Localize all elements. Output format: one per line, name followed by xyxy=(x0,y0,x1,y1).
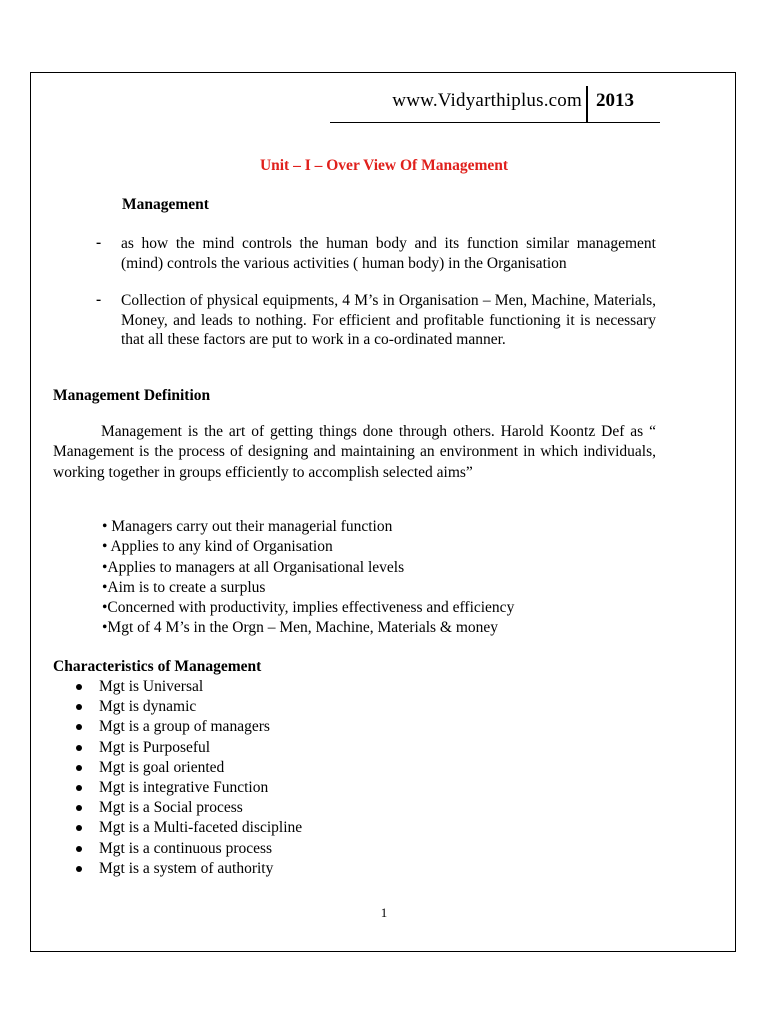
unit-title: Unit – I – Over View Of Management xyxy=(259,157,509,174)
list-item-text: Mgt is dynamic xyxy=(99,698,197,716)
list-item-text: Mgt is a system of authority xyxy=(99,859,274,877)
list-item xyxy=(76,798,302,818)
characteristics-heading: Characteristics of Management xyxy=(53,658,262,675)
list-item: •Concerned with productivity, implies effectiveness and efficiency xyxy=(102,599,515,617)
bullet-dot-icon xyxy=(76,805,82,811)
list-item xyxy=(76,738,302,758)
list-item xyxy=(76,778,302,798)
list-item-text: Mgt is Universal xyxy=(99,678,204,695)
list-item-text: Mgt is integrative Function xyxy=(99,778,269,796)
list-item-text: Mgt is a continuous process xyxy=(99,839,273,857)
list-item xyxy=(76,818,302,838)
list-item xyxy=(76,859,302,879)
list-item: •Applies to managers at all Organisational levels xyxy=(102,558,405,576)
definition-paragraph: Management is the art of getting things done through others. Harold Koontz Def as “ Management is the process of designing and maintaining an environment in which individuals, working together in groups efficiently to accomplish selected aims” xyxy=(53,423,656,481)
dash-marker: - xyxy=(96,234,102,251)
header-site-url: www.Vidyarthiplus.com xyxy=(392,90,582,111)
header-divider xyxy=(586,86,588,122)
list-item-text: Mgt is goal oriented xyxy=(99,758,225,776)
list-item xyxy=(76,677,302,697)
bullet-dot-icon xyxy=(76,765,82,771)
bullet-dot-icon xyxy=(76,724,82,730)
definition-bullet-list xyxy=(102,517,514,639)
bullet-dot-icon xyxy=(76,684,82,690)
management-item-text: Collection of physical equipments, 4 M’s in Organisation – Men, Machine, Materials, Money, and leads to nothing. For efficient and profitable functioning it is necessary that all these factors are put to work in a co-ordinated manner. xyxy=(121,292,656,348)
list-item-text: Mgt is a group of managers xyxy=(99,718,270,736)
list-item xyxy=(76,697,302,717)
header-underline xyxy=(330,122,660,123)
bullet-dot-icon xyxy=(76,785,82,791)
page-number: 1 xyxy=(380,905,388,920)
list-item: • Managers carry out their managerial function xyxy=(102,518,393,535)
list-item-text: Mgt is a Social process xyxy=(99,799,243,817)
bullet-dot-icon xyxy=(76,825,82,831)
bullet-dot-icon xyxy=(76,704,82,710)
bullet-dot-icon xyxy=(76,745,82,751)
list-item: •Aim is to create a surplus xyxy=(102,578,266,596)
list-item xyxy=(76,717,302,737)
list-item: • Applies to any kind of Organisation xyxy=(102,538,333,556)
header-year: 2013 xyxy=(596,90,634,111)
characteristics-list xyxy=(76,677,302,879)
list-item: •Mgt of 4 M’s in the Orgn – Men, Machine, Materials & money xyxy=(102,619,499,637)
definition-heading: Management Definition xyxy=(53,387,211,404)
bullet-dot-icon xyxy=(76,866,82,872)
list-item xyxy=(76,758,302,778)
bullet-dot-icon xyxy=(76,846,82,852)
management-heading: Management xyxy=(122,196,209,213)
dash-marker: - xyxy=(96,291,102,308)
page-header xyxy=(0,84,768,124)
management-item-text: as how the mind controls the human body and its function similar management (mind) controls the various activities ( human body) in the Organisation xyxy=(121,235,656,272)
list-item xyxy=(76,839,302,859)
list-item-text: Mgt is a Multi-faceted discipline xyxy=(99,819,303,837)
list-item-text: Mgt is Purposeful xyxy=(99,738,211,756)
